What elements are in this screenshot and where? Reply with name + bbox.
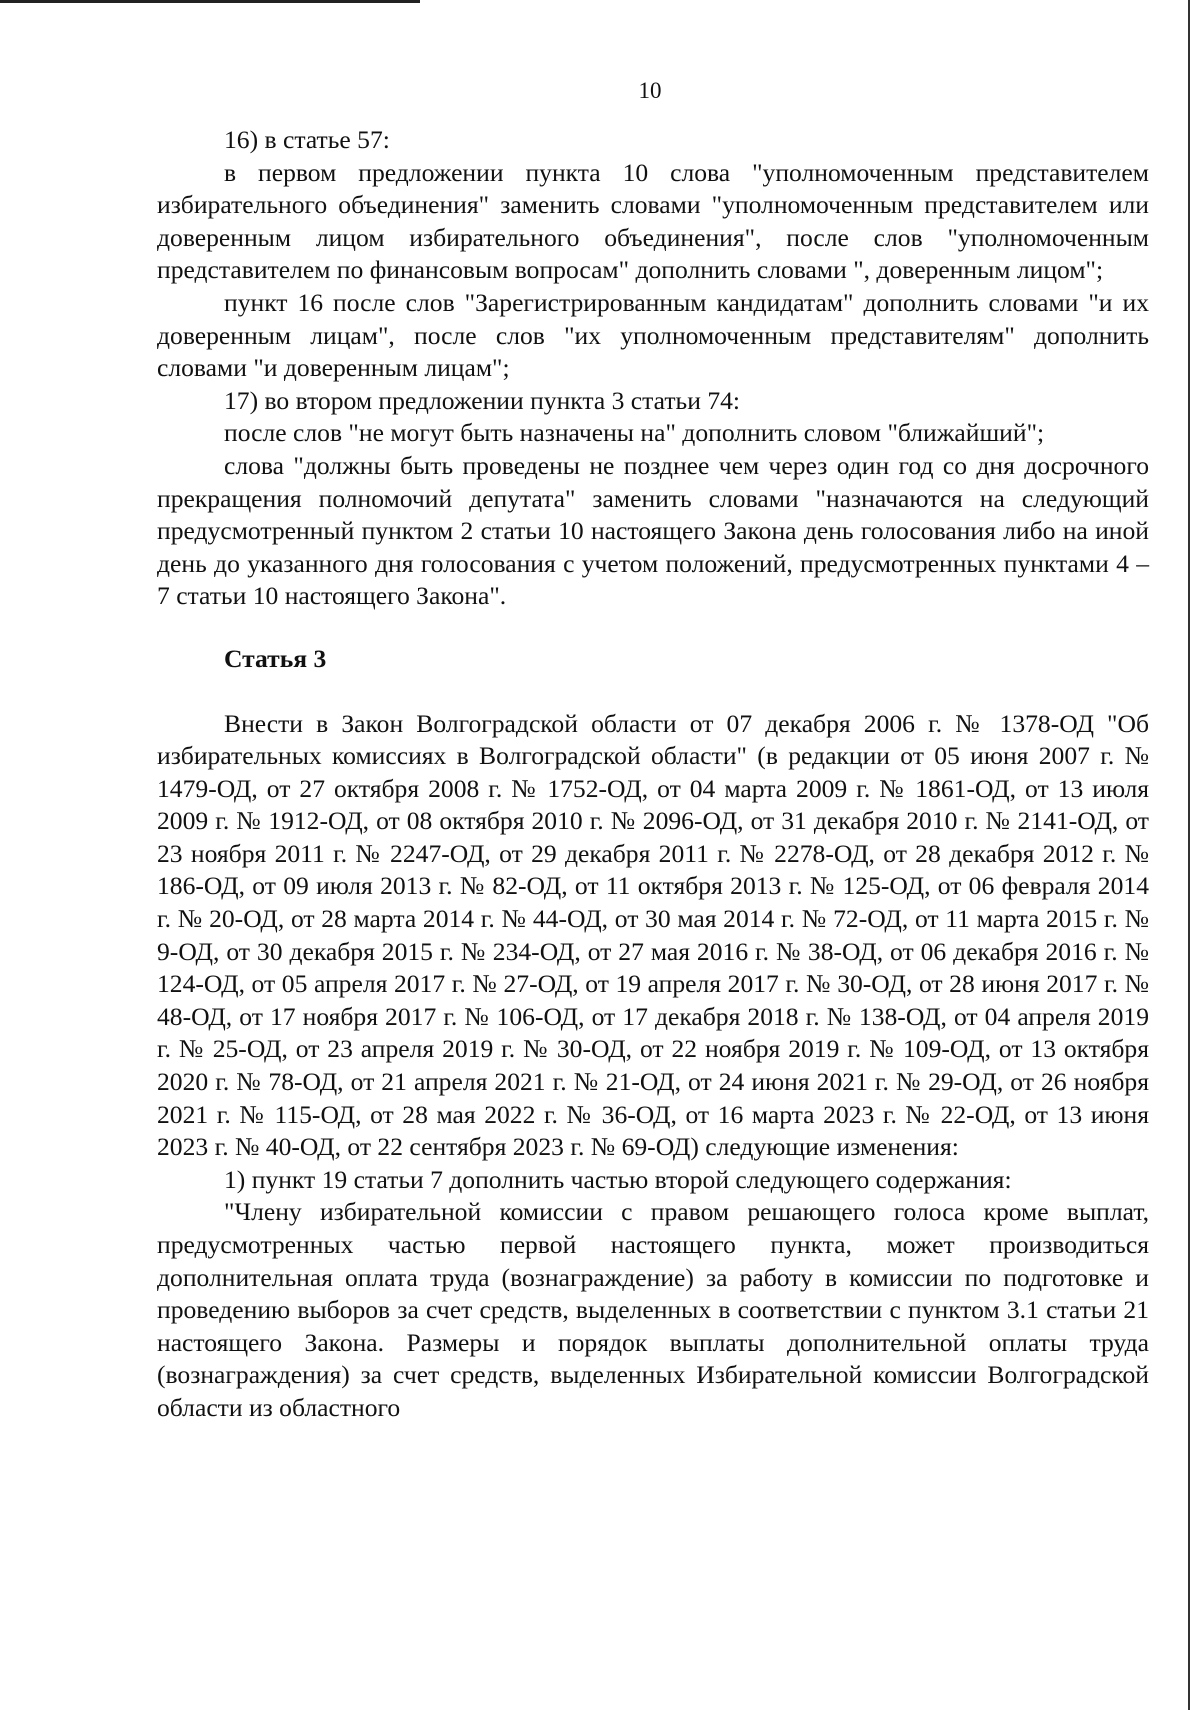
paragraph-amend-law: Внести в Закон Волгоградской области от 07 декабря 2006 г. № 1378-ОД "Об избирательных комиссиях в Волгоградской области" (в редакции от 05 июня 2007 г. № 1479-ОД, от 27 октября 2008 г. № 1752-ОД, от 04 марта 2009 г. № 1861-ОД, от 13 июля 2009 г. № 1912-ОД, от 08 октября 2010 г. № 2096-ОД, от 31 декабря 2010 г. № 2141-ОД, от 23 ноября 2011 г. № 2247-ОД, от 29 декабря 2011 г. № 2278-ОД, от 28 декабря 2012 г. № 186-ОД, от 09 июля 2013 г. № 82-ОД, от 11 октября 2013 г. № 125-ОД, от 06 февраля 2014 г. № 20-ОД, от 28 марта 2014 г. № 44-ОД, от 30 мая 2014 г. № 72-ОД, от 11 марта 2015 г. № 9-ОД, от 30 декабря 2015 г. № 234-ОД, от 27 мая 2016 г. № 38-ОД, от 06 декабря 2016 г. № 124-ОД, от 05 апреля 2017 г. № 27-ОД, от 19 апреля 2017 г. № 30-ОД, от 28 июня 2017 г. № 48-ОД, от 17 ноября 2017 г. № 106-ОД, от 17 декабря 2018 г. № 138-ОД, от 04 апреля 2019 г. № 25-ОД, от 23 апреля 2019 г. № 30-ОД, от 22 ноября 2019 г. № 109-ОД, от 13 октября 2020 г. № 78-ОД, от 21 апреля 2021 г. № 21-ОД, от 24 июня 2021 г. № 29-ОД, от 26 ноября 2021 г. № 115-ОД, от 28 мая 2022 г. № 36-ОД, от 16 марта 2023 г. № 22-ОД, от 13 июня 2023 г. № 40-ОД, от 22 сентября 2023 г. № 69-ОД) следующие изменения: (157, 708, 1149, 1162)
heading-spacer (157, 676, 1149, 708)
paragraph-article-57-point-16: пункт 16 после слов "Зарегистрированным кандидатам" дополнить словами "и их доверенным лицам", после слов "их уполномоченным представителям" дополнить словами "и доверенным лицам"; (157, 287, 1149, 383)
paragraph-quoted-text: "Члену избирательной комиссии с правом решающего голоса кроме выплат, предусмотренных частью первой настоящего пункта, может производиться дополнительная оплата труда (вознаграждение) за работу в комиссии по подготовке и проведению выборов за счет средств, выделенных в соответствии с пунктом 3.1 статьи 21 настоящего Закона. Размеры и порядок выплаты дополнительной оплаты труда (вознаграждения) за счет средств, выделенных Избирательной комиссии Волгоградской области из областного (157, 1197, 1149, 1422)
scan-edge-top (0, 0, 420, 3)
paragraph-article-74-addition: после слов "не могут быть назначены на" дополнить словом "ближайший"; (224, 418, 1045, 448)
paragraph-item-17: 17) во втором предложении пункта 3 статьи 74: (224, 385, 741, 415)
paragraph-article-74-replacement: слова "должны быть проведены не позднее чем через один год со дня досрочного прекращения полномочий депутата" заменить словами "назначаются на следующий предусмотренный пунктом 2 статьи 10 настоящего Закона день голосования либо на иной день до указанного дня голосования с учетом положений, предусмотренных пунктами 4 – 7 статьи 10 настоящего Закона". (157, 450, 1149, 611)
paragraph-article-57-point-10: в первом предложении пункта 10 слова "уполномоченным представителем избирательного объединения" заменить словами "уполномоченным представителем или доверенным лицом избирательного объединения", после слов "уполномоченным представителем по финансовым вопросам" дополнить словами ", доверенным лицом"; (157, 157, 1149, 285)
page-number: 10 (638, 78, 662, 103)
scan-edge-right (1188, 0, 1190, 1710)
paragraph-item-16: 16) в статье 57: (224, 125, 390, 154)
document-body (157, 124, 1149, 1425)
paragraph-item-1: 1) пункт 19 статьи 7 дополнить частью второй следующего содержания: (224, 1164, 1012, 1194)
article-heading: Статья 3 (224, 643, 327, 673)
